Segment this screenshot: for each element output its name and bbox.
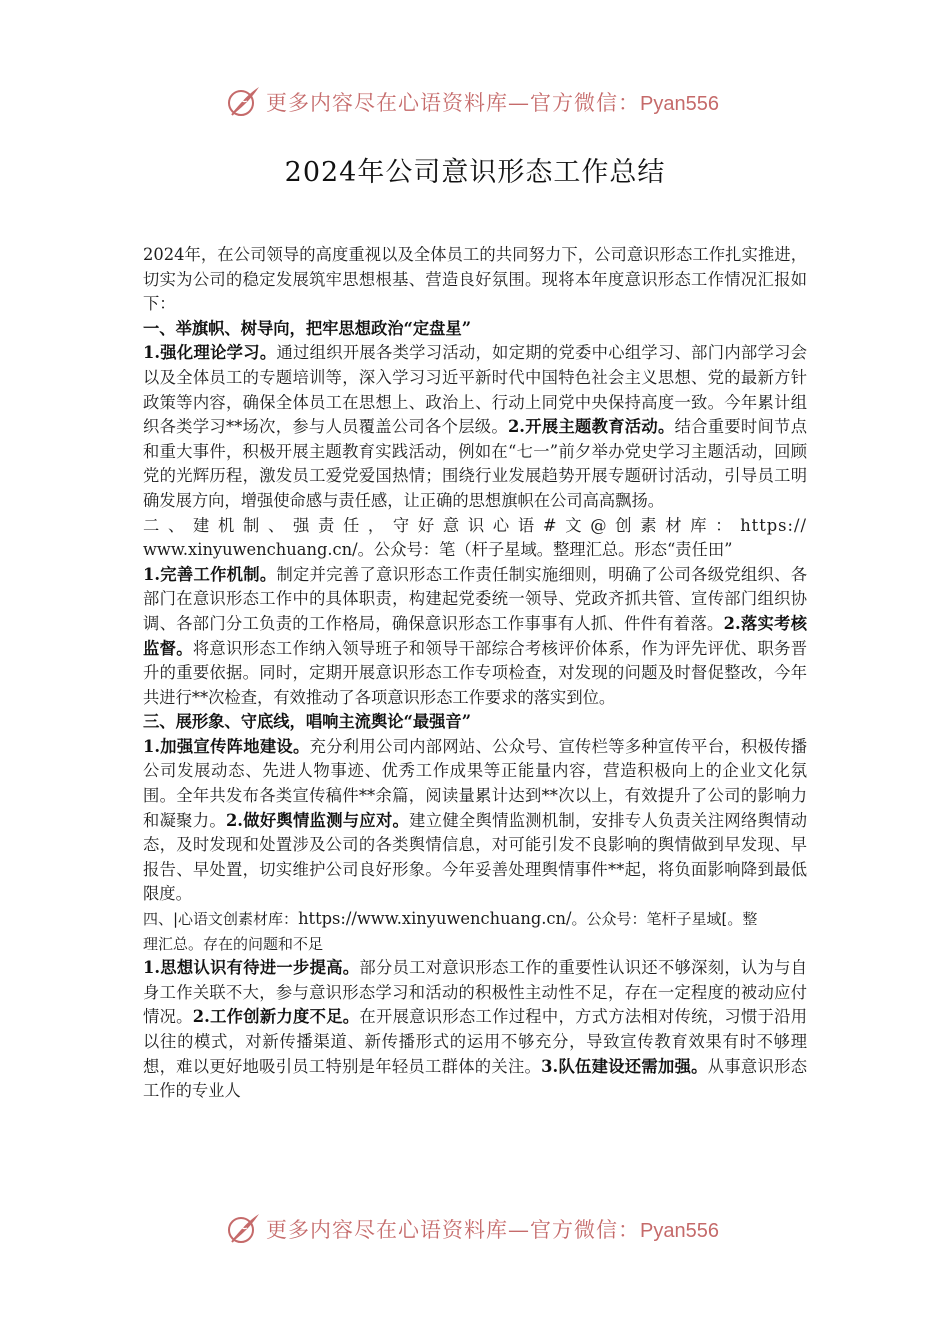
intro-paragraph: 2024年，在公司领导的高度重视以及全体员工的共同努力下，公司意识形态工作扎实推进，切实为公司的稳定发展筑牢思想根基、营造良好氛围。现将本年度意识形态工作情况汇报如下： [143, 245, 807, 314]
header-banner [226, 82, 719, 122]
document-title: 2024年公司意识形态工作总结 [284, 157, 666, 188]
s4-item3-lead: 3.队伍建设还需加强。 [541, 1056, 708, 1076]
section-4-heading-line1: 四、|心语文创素材库：https://www.xinyuwenchuang.cn/。公众号：笔杆子星域[。整 [143, 909, 758, 929]
header-banner-text: 更多内容尽在心语资料库—官方微信：Pyan556 [266, 91, 719, 115]
s4-item2-lead: 2.工作创新力度不足。 [192, 1007, 360, 1027]
quill-logo-icon [226, 1211, 262, 1247]
section-2-paragraph: 1.完善工作机制。制定并完善了意识形态工作责任制实施细则，明确了公司各级党组织、各部门在意识形态工作中的具体职责，构建起党委统一领导、党政齐抓共管、宣传部门组织协调、各部门分工负责的工作格局，确保意识形态工作事事有人抓、件件有着落。2.落实考核监督。将意识形态工作纳入领导班子和领导干部综合考核评价体系，作为评先评优、职务晋升的重要依据。同时，定期开展意识形态工作专项检查，对发现的问题及时督促整改，今年共进行**次检查，有效推动了各项意识形态工作要求的落实到位。 [143, 564, 807, 707]
footer-banner-text: 更多内容尽在心语资料库—官方微信：Pyan556 [266, 1218, 719, 1242]
s1-item2-lead: 2.开展主题教育活动。 [507, 417, 675, 437]
section-1-heading: 一、举旗帜、树导向，把牢思想政治“定盘星” [143, 318, 472, 338]
section-3-paragraph: 1.加强宣传阵地建设。充分利用公司内部网站、公众号、宣传栏等多种宣传平台，积极传播公司发展动态、先进人物事迹、优秀工作成果等正能量内容，营造积极向上的企业文化氛围。全年共发布各类宣传稿件**余篇，阅读量累计达到**次以上，有效提升了公司的影响力和凝聚力。2.做好舆情监测与应对。建立健全舆情监测机制，安排专人负责关注网络舆情动态，及时发现和处置涉及公司的各类舆情信息，对可能引发不良影响的舆情做到早发现、早报告、早处置，切实维护公司良好形象。今年妥善处理舆情事件**起，将负面影响降到最低限度。 [143, 736, 808, 904]
s3-item2-lead: 2.做好舆情监测与应对。 [225, 810, 410, 830]
footer-banner [226, 1209, 719, 1249]
s2-item2-lead: 2.落实考核监督。 [143, 613, 807, 658]
s1-item1-lead: 1.强化理论学习。 [143, 343, 277, 363]
header-wechat-id: Pyan556 [640, 93, 719, 115]
section-4-url: https://www.xinyuwenchuang.cn/ [298, 909, 572, 929]
section-3-heading: 三、展形象、守底线，唱响主流舆论“最强音” [143, 712, 472, 732]
quill-logo-icon [226, 84, 262, 120]
s2-item1-lead: 1.完善工作机制。 [143, 564, 277, 584]
section-2-heading-line1: 二、建机制、强责任，守好意识心语#文@创素材库：https:// [143, 515, 807, 535]
document-body [143, 243, 807, 1104]
s3-item1-lead: 1.加强宣传阵地建设。 [143, 736, 310, 756]
s4-item1-lead: 1.思想认识有待进一步提高。 [143, 958, 360, 978]
section-4-paragraph: 1.思想认识有待进一步提高。部分员工对意识形态工作的重要性认识还不够深刻，认为与自身工作关联不大，参与意识形态学习和活动的积极性主动性不足，存在一定程度的被动应付情况。2.工作创新力度不足。在开展意识形态工作过程中，方式方法相对传统，习惯于沿用以往的模式，对新传播渠道、新传播形式的运用不够充分，导致宣传教育效果有时不够理想，难以更好地吸引员工特别是年轻员工群体的关注。3.队伍建设还需加强。从事意识形态工作的专业人 [143, 958, 807, 1101]
section-2-heading-line2: www.xinyuwenchuang.cn/。公众号：笔（杆子星域。整理汇总。形态“责任田” [143, 540, 733, 560]
section-4-heading-line2: 理汇总。存在的问题和不足 [143, 934, 324, 953]
footer-wechat-id: Pyan556 [640, 1220, 719, 1242]
section-1-paragraph: 1.强化理论学习。通过组织开展各类学习活动，如定期的党委中心组学习、部门内部学习会以及全体员工的专题培训等，深入学习习近平新时代中国特色社会主义思想、党的最新方针政策等内容，确保全体员工在思想上、政治上、行动上同党中央保持高度一致。今年累计组织各类学习**场次，参与人员覆盖公司各个层级。2.开展主题教育活动。结合重要时间节点和重大事件，积极开展主题教育实践活动，例如在“七一”前夕举办党史学习主题活动，回顾党的光辉历程，激发员工爱党爱国热情；围绕行业发展趋势开展专题研讨活动，引导员工明确发展方向，增强使命感与责任感，让正确的思想旗帜在公司高高飘扬。 [143, 343, 807, 510]
